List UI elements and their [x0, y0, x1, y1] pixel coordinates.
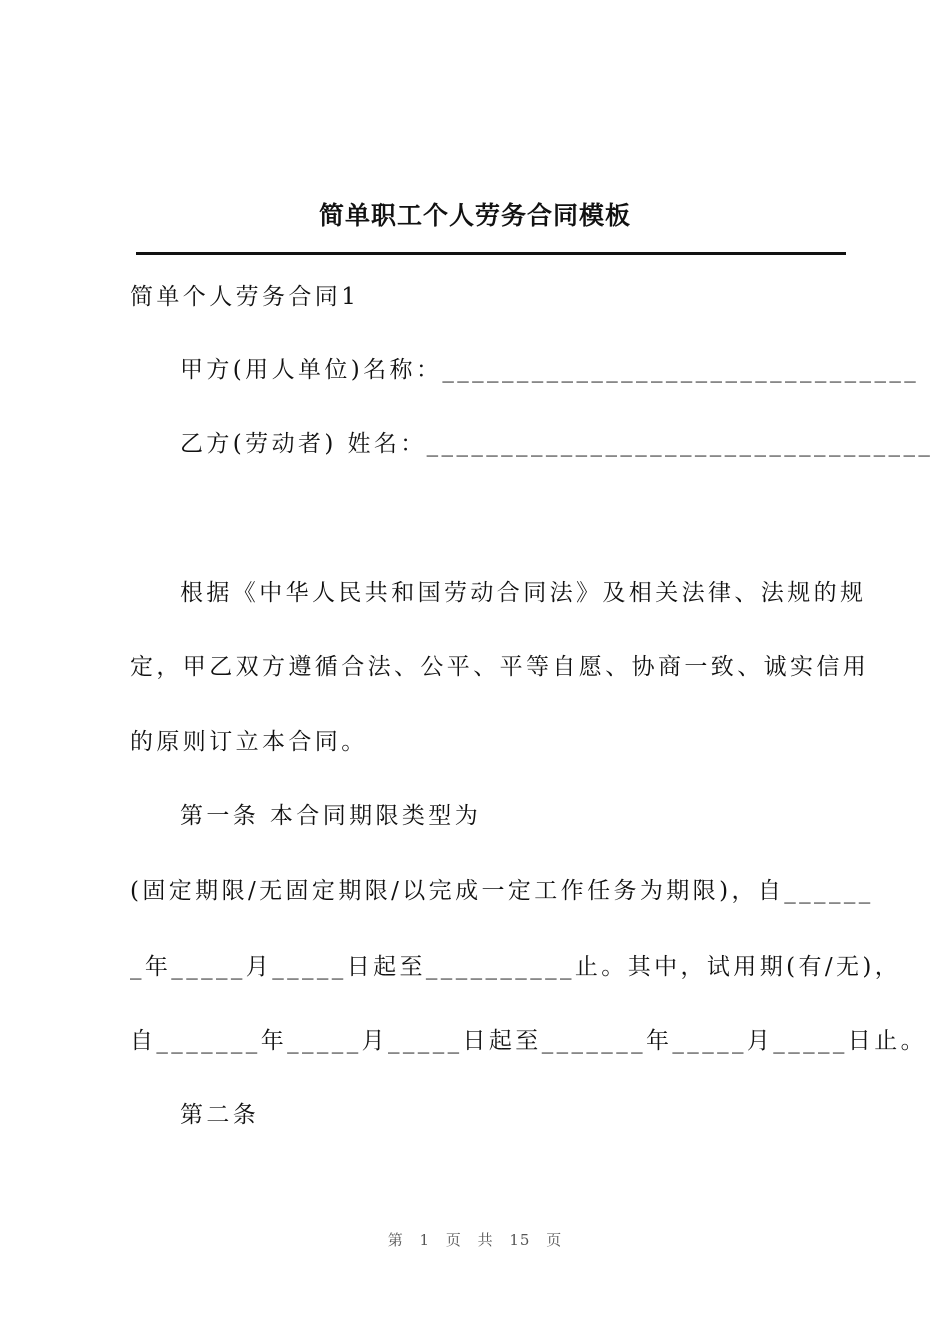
article-2-heading: 第二条 [180, 1102, 260, 1128]
document-title: 简单职工个人劳务合同模板 [318, 201, 631, 230]
party-a-line: 甲方(用人单位)名称：________________________________ [180, 357, 920, 383]
paragraph-1-line-3: 的原则订立本合同。 [130, 729, 368, 755]
paragraph-1-line-2: 定，甲乙双方遵循合法、公平、平等自愿、协商一致、诚实信用 [130, 654, 870, 680]
contract-subtitle: 简单个人劳务合同1 [130, 284, 360, 310]
article-1-line-3: 自_______年_____月_____日起至_______年_____月_____日止。 [130, 1028, 927, 1054]
article-1-heading: 第一条 本合同期限类型为 [180, 803, 482, 829]
page-footer: 第 1 页 共 15 页 [387, 1231, 563, 1249]
article-1-line-2: _年_____月_____日起至__________止。其中，试用期(有/无)， [130, 954, 902, 980]
paragraph-1-line-1: 根据《中华人民共和国劳动合同法》及相关法律、法规的规 [180, 580, 867, 606]
title-rule [136, 252, 846, 255]
party-b-line: 乙方(劳动者) 姓名：__________________________________ [180, 431, 934, 457]
article-1-line-1: (固定期限/无固定期限/以完成一定工作任务为期限)，自______ [130, 878, 874, 904]
